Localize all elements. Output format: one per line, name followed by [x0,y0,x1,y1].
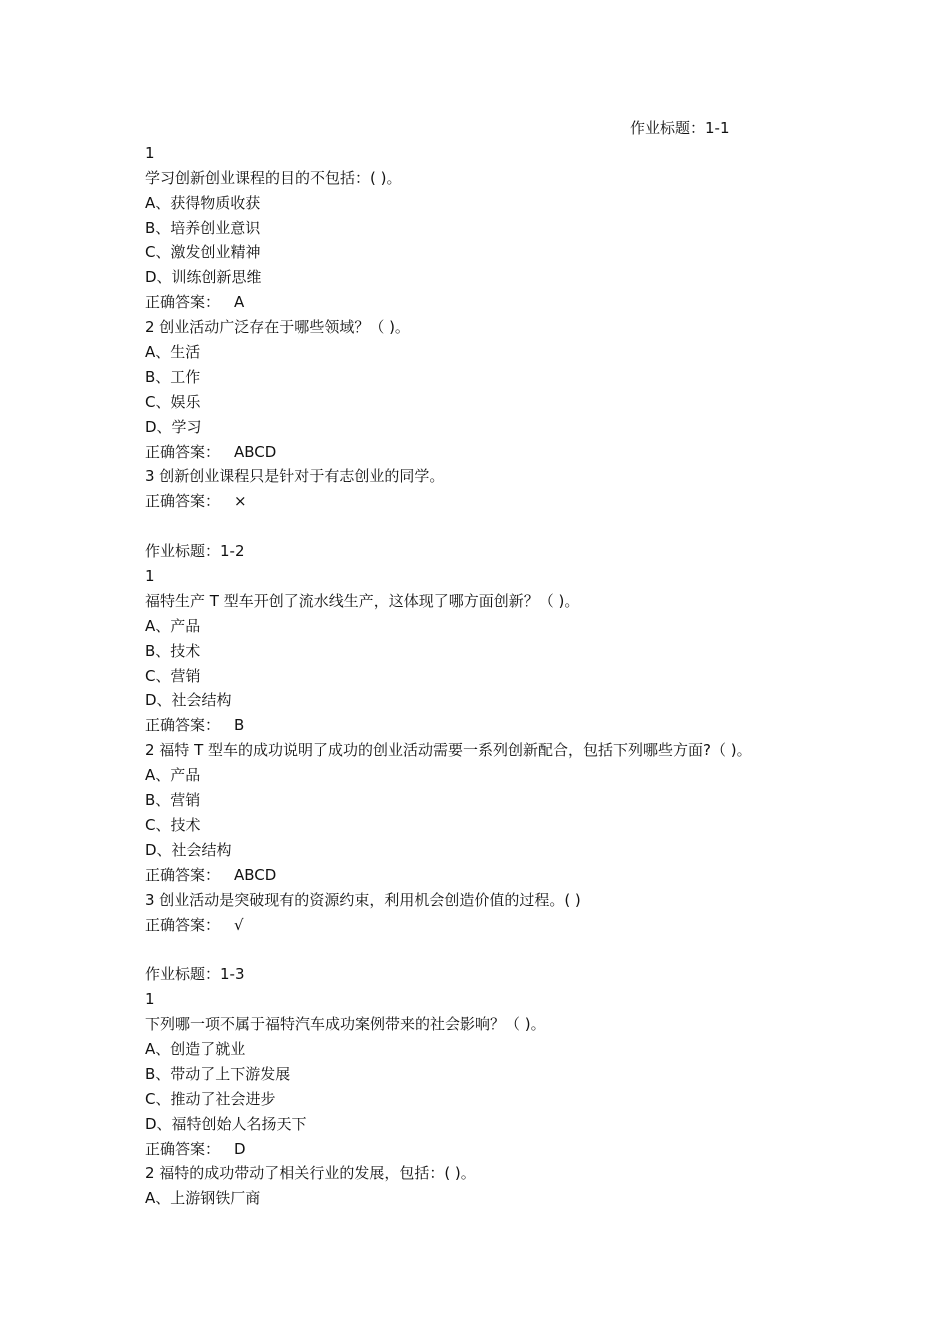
question-number: 1 [145,143,155,162]
correct-answer-value: A [234,293,245,312]
correct-answer-value: D [234,1139,246,1158]
answer-option: A、产品 [145,616,201,635]
blank-line [145,937,845,962]
answer-option: B、培养创业意识 [145,218,261,237]
correct-answer-label: 正确答案： [145,915,221,934]
answer-option: B、带动了上下游发展 [145,1064,291,1083]
question-text: 2 福特 T 型车的成功说明了成功的创业活动需要一系列创新配合，包括下列哪些方面?（ )。 [145,741,752,760]
question-text: 2 福特的成功带动了相关行业的发展，包括：( )。 [145,1164,476,1183]
correct-answer-value: B [234,716,245,735]
correct-answer-row [145,913,845,938]
blank-line [145,514,845,539]
answer-option: B、工作 [145,367,201,386]
question-text: 3 创新创业课程只是针对于有志创业的同学。 [145,467,445,486]
correct-answer-row [145,489,845,514]
correct-answer-label: 正确答案： [145,293,221,312]
answer-option: D、学习 [145,417,202,436]
answer-option: D、训练创新思维 [145,268,262,287]
answer-option: B、营销 [145,791,201,810]
answer-option: D、社会结构 [145,840,232,859]
question-text: 学习创新创业课程的目的不包括：( )。 [145,168,402,187]
answer-option: C、推动了社会进步 [145,1089,276,1108]
answer-option: A、上游钢铁厂商 [145,1189,261,1208]
correct-answer-value: × [234,492,247,511]
correct-answer-value: ABCD [234,865,277,884]
correct-answer-row [145,290,845,315]
correct-answer-row [145,440,845,465]
answer-option: C、技术 [145,815,201,834]
answer-option: D、社会结构 [145,691,232,710]
correct-answer-label: 正确答案： [145,865,221,884]
correct-answer-row [145,863,845,888]
question-text: 下列哪一项不属于福特汽车成功案例带来的社会影响？（ )。 [145,1015,546,1034]
answer-option: A、创造了就业 [145,1039,246,1058]
document-content [145,116,845,1211]
correct-answer-row [145,1137,845,1162]
answer-option: B、技术 [145,641,201,660]
correct-answer-label: 正确答案： [145,442,221,461]
answer-option: A、产品 [145,766,201,785]
correct-answer-label: 正确答案： [145,716,221,735]
section-title: 作业标题：1-2 [145,542,245,561]
answer-option: A、生活 [145,343,201,362]
correct-answer-label: 正确答案： [145,1139,221,1158]
section-title: 作业标题：1-1 [630,119,730,137]
correct-answer-label: 正确答案： [145,492,221,511]
section-title: 作业标题：1-3 [145,965,245,984]
correct-answer-value: ABCD [234,442,277,461]
question-text: 2 创业活动广泛存在于哪些领域？（ )。 [145,318,410,337]
correct-answer-row [145,713,845,738]
correct-answer-value: √ [234,915,244,934]
question-number: 1 [145,990,155,1009]
question-number: 1 [145,567,155,586]
answer-option: C、娱乐 [145,392,201,411]
answer-option: D、福特创始人名扬天下 [145,1114,307,1133]
question-text: 3 创业活动是突破现有的资源约束，利用机会创造价值的过程。( ) [145,890,581,909]
answer-option: C、营销 [145,666,201,685]
answer-option: C、激发创业精神 [145,243,261,262]
answer-option: A、获得物质收获 [145,193,261,212]
question-text: 福特生产 T 型车开创了流水线生产，这体现了哪方面创新？（ )。 [145,591,580,610]
